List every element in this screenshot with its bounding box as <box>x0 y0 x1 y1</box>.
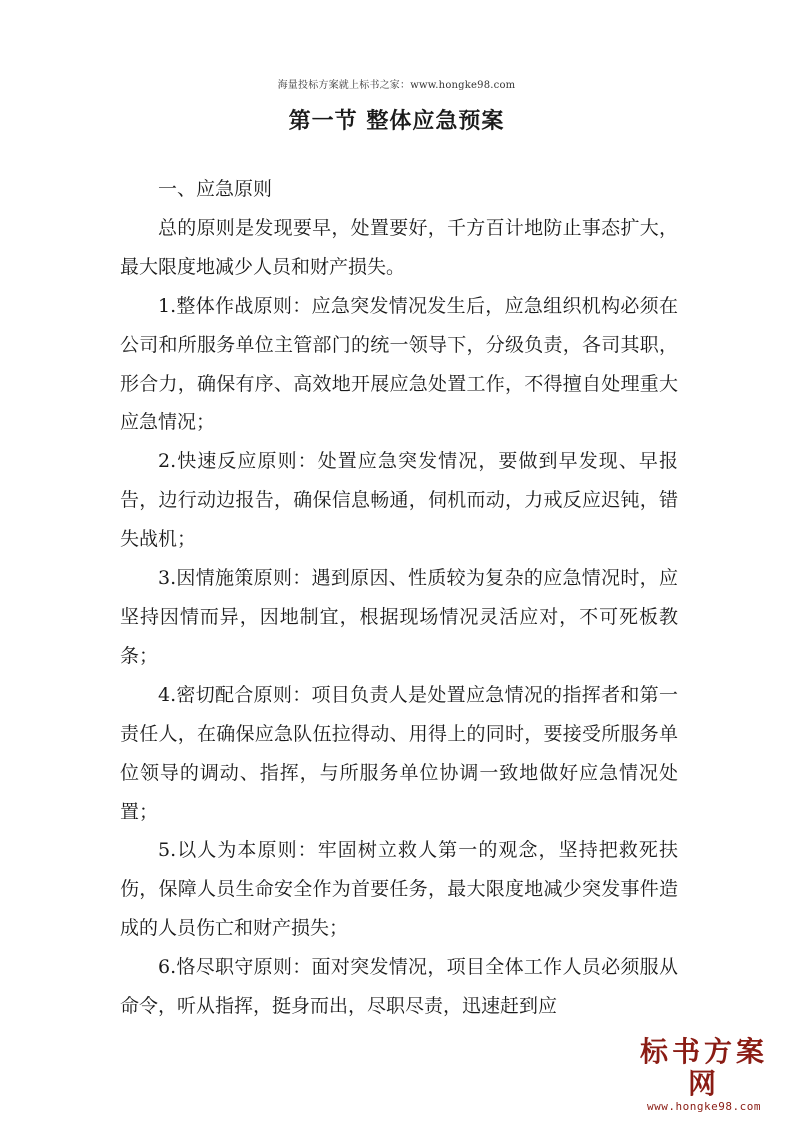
paragraph-principle-2: 2.快速反应原则：处置应急突发情况，要做到早发现、早报告，边行动边报告，确保信息畅通，伺机而动，力戒反应迟钝，错失战机； <box>120 450 678 551</box>
watermark-title: 标书方案网 <box>639 1035 768 1100</box>
page-header-note: 海量投标方案就上标书之家：www.hongke98.com <box>277 80 516 91</box>
heading-emergency-principles: 一、应急原则 <box>158 178 273 200</box>
section-title: 第一节 整体应急预案 <box>288 108 505 134</box>
site-watermark <box>629 1036 779 1114</box>
document-body <box>120 170 678 1026</box>
watermark-url: www.hongke98.com <box>647 1100 761 1113</box>
paragraph-principle-4: 4.密切配合原则：项目负责人是处置应急情况的指挥者和第一责任人，在确保应急队伍拉得动、用得上的同时，要接受所服务单位领导的调动、指挥，与所服务单位协调一致地做好应急情况处置； <box>120 683 678 823</box>
paragraph-principle-3: 3.因情施策原则：遇到原因、性质较为复杂的应急情况时，应坚持因情而异，因地制宜，根据现场情况灵活应对，不可死板教条； <box>120 567 678 667</box>
paragraph-general-principle: 总的原则是发现要早，处置要好，千方百计地防止事态扩大，最大限度地减少人员和财产损失。 <box>120 216 678 278</box>
paragraph-principle-5: 5.以人为本原则：牢固树立救人第一的观念，坚持把救死扶伤，保障人员生命安全作为首要任务，最大限度地减少突发事件造成的人员伤亡和财产损失； <box>120 839 678 940</box>
paragraph-principle-1: 1.整体作战原则：应急突发情况发生后，应急组织机构必须在公司和所服务单位主管部门的统一领导下，分级负责，各司其职，形合力，确保有序、高效地开展应急处置工作，不得擅自处理重大应急情况； <box>120 294 678 434</box>
paragraph-principle-6: 6.恪尽职守原则：面对突发情况，项目全体工作人员必须服从命令，听从指挥，挺身而出，尽职尽责，迅速赶到应 <box>120 956 678 1018</box>
